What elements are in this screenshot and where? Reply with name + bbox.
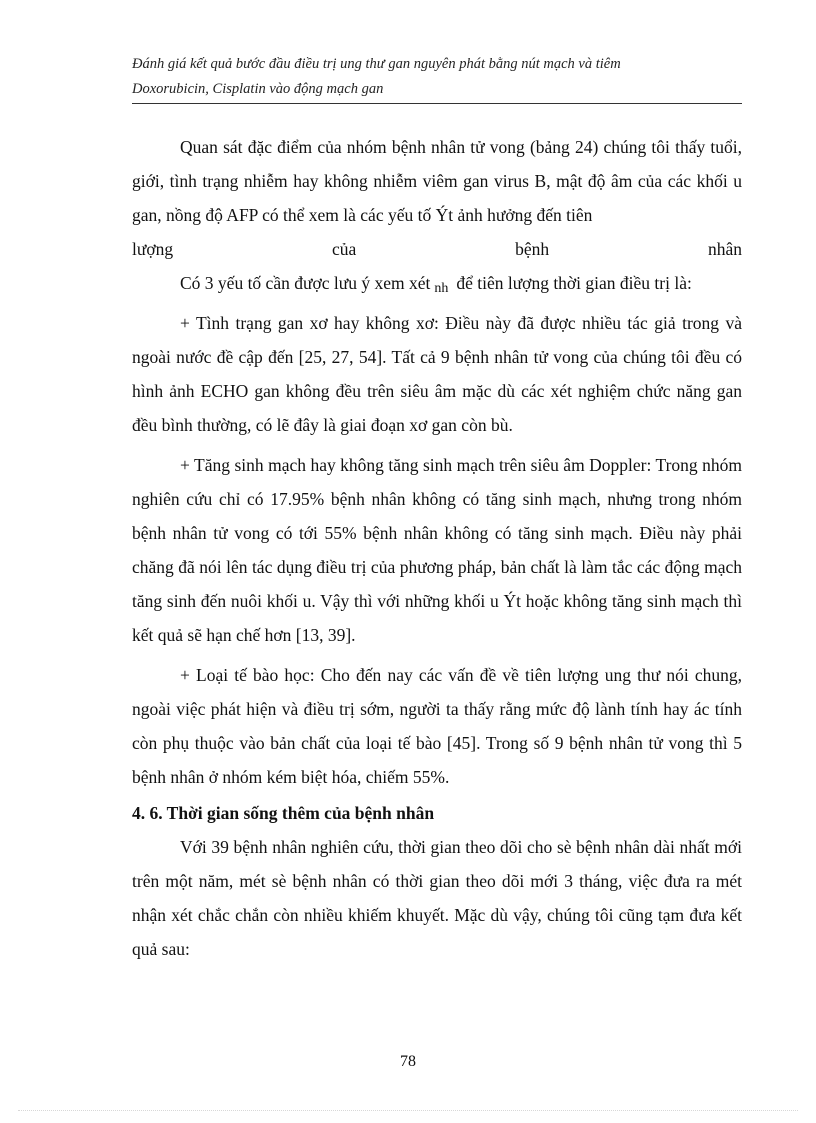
stray-subscript-mark: nh <box>434 281 449 296</box>
three-factors-text-start: Có 3 yếu tố cần được lưu ý xem xét <box>180 273 431 293</box>
running-header <box>132 52 742 102</box>
page-bottom-edge <box>18 1110 798 1111</box>
document-body <box>132 130 742 966</box>
paragraph-death-group-observation: Quan sát đặc điểm của nhóm bệnh nhân tử vong (bảng 24) chúng tôi thấy tuổi, giới, tình trạng nhiễm hay không nhiễm viêm gan virus B, mật độ âm của các khối u gan, nồng độ AFP có thể xem là các yếu tố Ýt ảnh hưởng đến tiên <box>132 137 742 225</box>
three-factors-text-end: để tiên lượng thời gian điều trị là: <box>456 273 692 293</box>
paragraph-cirrosis-factor: + Tình trạng gan xơ hay không xơ: Điều này đã được nhiều tác giả trong và ngoài nước đề cập đến [25, 27, 54]. Tất cả 9 bệnh nhân tử vong của chúng tôi đều có hình ảnh ECHO gan không đều trên siêu âm mặc dù các xét nghiệm chức năng gan đều bình thường, có lẽ đây là giai đoạn xơ gan còn bù. <box>132 313 742 435</box>
paragraph-three-factors <box>132 266 742 306</box>
header-line-1: Đánh giá kết quả bước đầu điều trị ung thư gan nguyên phát bằng nút mạch và tiêm <box>132 56 621 72</box>
paragraph-death-group-last-line: lượng của bệnh nhân <box>132 239 742 259</box>
header-divider <box>132 103 742 104</box>
header-line-2: Doxorubicin, Cisplatin vào động mạch gan <box>132 81 384 97</box>
paragraph-survival-intro: Với 39 bệnh nhân nghiên cứu, thời gian theo dõi cho sè bệnh nhân dài nhất mới trên một năm, mét sè bệnh nhân có thời gian theo dõi mới 3 tháng, việc đưa ra mét nhận xét chắc chắn còn nhiều khiếm khuyết. Mặc dù vậy, chúng tôi cũng tạm đưa kết quả sau: <box>132 837 742 959</box>
paragraph-cytology-factor: + Loại tế bào học: Cho đến nay các vấn đề về tiên lượng ung thư nói chung, ngoài việc phát hiện và điều trị sớm, người ta thấy rằng mức độ lành tính hay ác tính còn phụ thuộc vào bản chất của loại tế bào [45]. Trong số 9 bệnh nhân tử vong thì 5 bệnh nhân ở nhóm kém biệt hóa, chiếm 55%. <box>132 665 742 787</box>
paragraph-vascularity-factor: + Tăng sinh mạch hay không tăng sinh mạch trên siêu âm Doppler: Trong nhóm nghiên cứu chỉ có 17.95% bệnh nhân không có tăng sinh mạch, nhưng trong nhóm bệnh nhân tử vong có tới 55% bệnh nhân không có tăng sinh mạch. Điều này phải chăng đã nói lên tác dụng điều trị của phương pháp, bản chất là làm tắc các động mạch tăng sinh đến nuôi khối u. Vậy thì với những khối u Ýt hoặc không tăng sinh mạch thì kết quả sẽ hạn chế hơn [13, 39]. <box>132 455 742 645</box>
page-number: 78 <box>400 1053 416 1070</box>
section-heading-survival: 4. 6. Thời gian sống thêm của bệnh nhân <box>132 803 435 823</box>
